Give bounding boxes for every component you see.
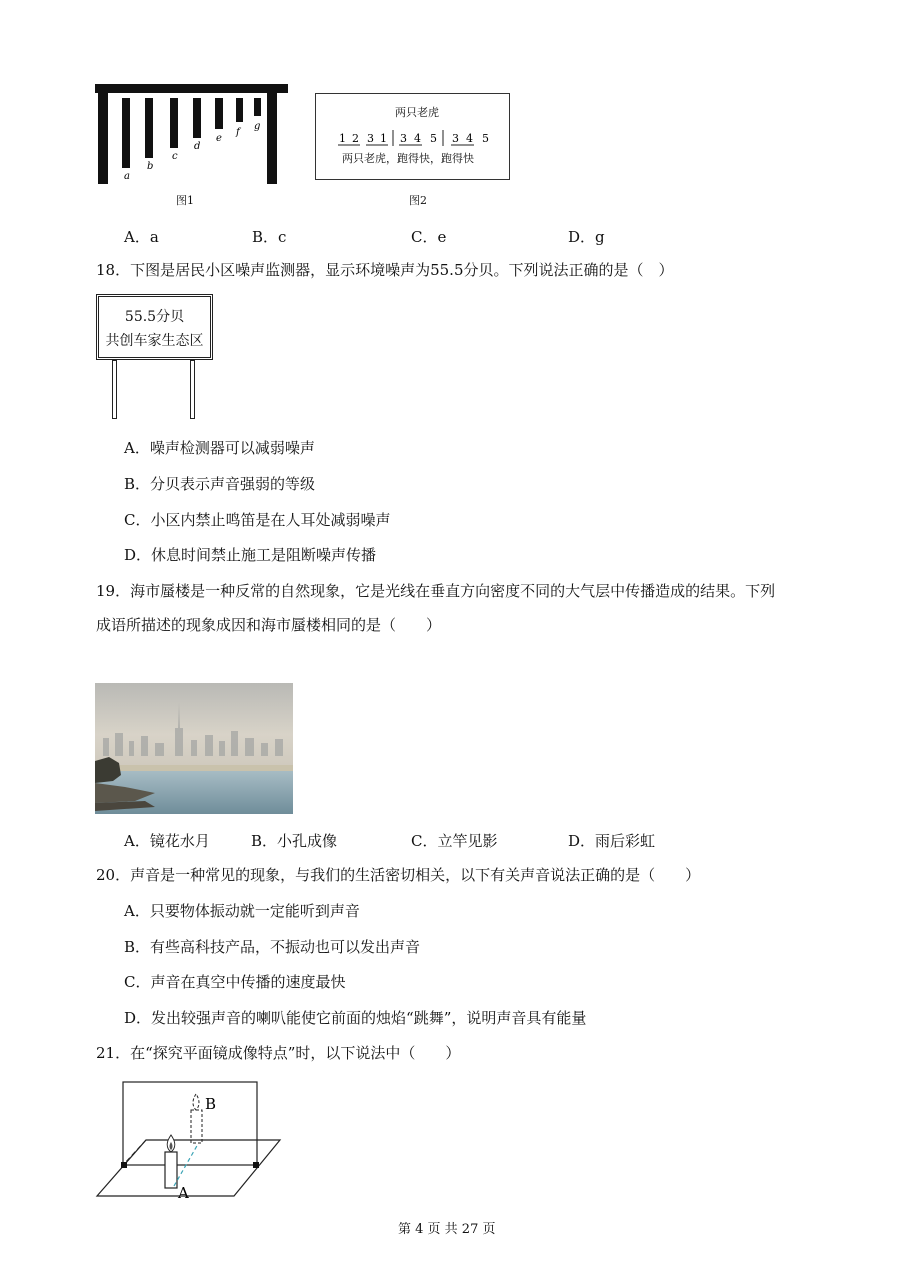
sign-line-1: 55.5分贝 xyxy=(124,309,185,325)
note-7: 5 xyxy=(430,132,437,145)
note-4: 1 xyxy=(380,132,387,145)
q18-option-b[interactable]: B．分贝表示声音强弱的等级 xyxy=(124,475,316,493)
mirage-photo xyxy=(95,683,293,814)
note-1: 1 xyxy=(339,132,346,145)
figure-1-caption: 图1 xyxy=(176,194,194,207)
figure-2-caption: 图2 xyxy=(409,194,427,207)
figure-1-pipes xyxy=(95,84,290,186)
q17-option-c[interactable]: C．e xyxy=(411,228,447,246)
pipe-label-f: f xyxy=(236,127,240,138)
q20-option-c[interactable]: C．声音在真空中传播的速度最快 xyxy=(124,973,346,991)
q19-option-b[interactable]: B．小孔成像 xyxy=(251,832,338,850)
pipe-label-e: e xyxy=(216,133,222,144)
q19-option-a[interactable]: A．镜花水月 xyxy=(124,832,210,850)
label-a: A xyxy=(178,1184,189,1202)
note-5: 3 xyxy=(400,132,407,145)
q19-option-c[interactable]: C．立竿见影 xyxy=(411,832,498,850)
q18-stem: 18．下图是居民小区噪声监测器，显示环境噪声为55.5分贝。下列说法正确的是（ ） xyxy=(96,261,674,279)
song-title: 两只老虎 xyxy=(395,106,439,119)
q21-stem: 21．在“探究平面镜成像特点”时，以下说法中（ ） xyxy=(96,1044,461,1062)
q19-option-d[interactable]: D．雨后彩虹 xyxy=(568,832,656,850)
q19-stem-line-2: 成语所描述的现象成因和海市蜃楼相同的是（ ） xyxy=(96,616,442,634)
note-9: 4 xyxy=(466,132,473,145)
noise-monitor-sign xyxy=(96,294,213,360)
q20-option-b[interactable]: B．有些高科技产品，不振动也可以发出声音 xyxy=(124,938,421,956)
sign-post-right xyxy=(190,360,195,419)
q18-option-d[interactable]: D．休息时间禁止施工是阻断噪声传播 xyxy=(124,546,377,564)
score-notes xyxy=(330,126,500,150)
q17-option-d[interactable]: D．g xyxy=(568,228,605,246)
page-footer: 第 4 页 共 27 页 xyxy=(398,1222,496,1237)
sign-line-2: 共创车家生态区 xyxy=(105,333,204,349)
sign-post-left xyxy=(112,360,117,419)
pipe-label-a: a xyxy=(124,171,130,182)
note-6: 4 xyxy=(414,132,421,145)
pipe-label-d: d xyxy=(194,141,201,152)
note-8: 3 xyxy=(452,132,459,145)
note-10: 5 xyxy=(482,132,489,145)
note-3: 3 xyxy=(367,132,374,145)
q20-option-d[interactable]: D．发出较强声音的喇叭能使它前面的烛焰“跳舞”，说明声音具有能量 xyxy=(124,1009,587,1027)
pipe-label-b: b xyxy=(147,161,154,172)
plane-mirror-diagram xyxy=(94,1080,286,1202)
q19-stem-line-1: 19．海市蜃楼是一种反常的自然现象，它是光线在垂直方向密度不同的大气层中传播造成的结果。下列 xyxy=(96,582,776,600)
q20-stem: 20．声音是一种常见的现象，与我们的生活密切相关，以下有关声音说法正确的是（ ） xyxy=(96,866,701,884)
q17-option-b[interactable]: B．c xyxy=(252,228,287,246)
pipe-label-g: g xyxy=(254,121,261,132)
song-lyrics: 两只老虎，跑得快，跑得快 xyxy=(342,152,474,165)
q18-option-c[interactable]: C．小区内禁止鸣笛是在人耳处减弱噪声 xyxy=(124,511,391,529)
q18-option-a[interactable]: A．噪声检测器可以减弱噪声 xyxy=(124,439,315,457)
q17-option-a[interactable]: A．a xyxy=(124,228,159,246)
note-2: 2 xyxy=(352,132,359,145)
label-b: B xyxy=(205,1095,217,1113)
pipe-label-c: c xyxy=(172,151,178,162)
q20-option-a[interactable]: A．只要物体振动就一定能听到声音 xyxy=(124,902,360,920)
